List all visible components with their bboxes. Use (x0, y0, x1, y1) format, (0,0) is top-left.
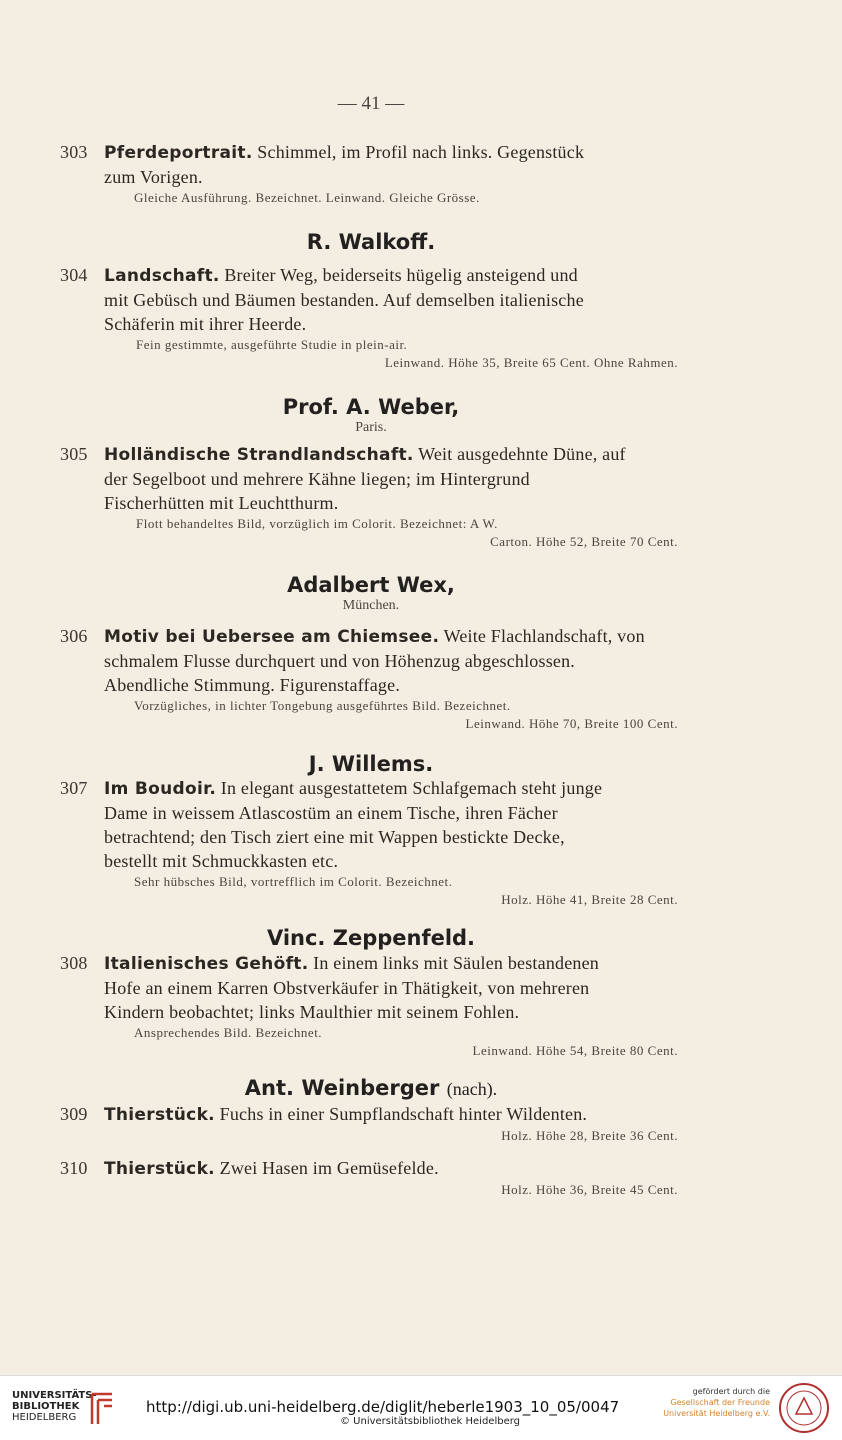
sponsor-note: gefördert durch die Gesellschaft der Freunde Universität Heidelberg e.V. (663, 1387, 770, 1418)
entry-text: betrachtend; den Tisch ziert eine mit Wappen bestickte Decke, (104, 827, 565, 847)
entry-note: Fein gestimmte, ausgeführte Studie in plein-air. (136, 337, 408, 352)
page-number: — 41 — (337, 93, 405, 114)
entry-title: Holländische Strandlandschaft. (104, 445, 414, 465)
entry-number: 307 (60, 778, 88, 798)
entry-text: Zwei Hasen im Gemüsefelde. (219, 1158, 439, 1178)
entry-title: Pferdeportrait. (104, 143, 253, 163)
entry-text: schmalem Flusse durchquert und von Höhenzug abgeschlossen. (104, 651, 576, 671)
entry-text: Kindern beobachtet; links Maulthier mit seinem Fohlen. (104, 1002, 520, 1022)
entry-note: Leinwand. Höhe 35, Breite 65 Cent. Ohne Rahmen. (384, 355, 678, 370)
entry-text: In elegant ausgestattetem Schlafgemach steht junge (220, 778, 603, 798)
artist-name: Ant. Weinberger (244, 1076, 440, 1100)
entry-text: bestellt mit Schmuckkasten etc. (104, 851, 339, 871)
entry-title: Motiv bei Uebersee am Chiemsee. (104, 627, 440, 647)
entry-text: In einem links mit Säulen bestandenen (313, 953, 599, 973)
entry-note: Holz. Höhe 41, Breite 28 Cent. (501, 892, 678, 907)
entry-text: mit Gebüsch und Bäumen bestanden. Auf demselben italienische (104, 290, 584, 310)
artist-heading: Prof. A. Weber, (282, 395, 460, 419)
entry-number: 308 (60, 953, 88, 973)
permalink-url[interactable]: http://digi.ub.uni-heidelberg.de/diglit/heberle1903_10_05/0047 (146, 1398, 620, 1416)
entry-310 (60, 1156, 680, 1199)
artist-heading: R. Walkoff. (306, 230, 436, 254)
artist-heading (0, 1076, 742, 1100)
entry-title: Landschaft. (104, 266, 220, 286)
library-logo-icon (88, 1388, 116, 1428)
artist-suffix: (nach). (446, 1079, 498, 1099)
entry-note: Leinwand. Höhe 54, Breite 80 Cent. (472, 1043, 678, 1058)
artist-city: München. (342, 598, 400, 613)
entry-text: Fischerhütten mit Leuchtthurm. (104, 493, 339, 513)
entry-number: 309 (60, 1104, 88, 1124)
entry-text: Abendliche Stimmung. Figurenstaffage. (104, 675, 401, 695)
entry-title: Thierstück. (104, 1105, 215, 1125)
entry-303 (60, 140, 680, 207)
entry-note: Vorzügliches, in lichter Tongebung ausgeführtes Bild. Bezeichnet. (134, 698, 511, 713)
entry-text: Dame in weissem Atlascostüm an einem Tische, ihren Fächer (104, 803, 558, 823)
entry-title: Im Boudoir. (104, 779, 217, 799)
copyright: © Universitätsbibliothek Heidelberg (340, 1416, 521, 1427)
entry-title: Thierstück. (104, 1159, 215, 1179)
entry-note: Flott behandeltes Bild, vorzüglich im Colorit. Bezeichnet: A W. (136, 516, 498, 531)
entry-text: Schäferin mit ihrer Heerde. (104, 314, 307, 334)
entry-text: zum Vorigen. (104, 167, 203, 187)
entry-304 (60, 263, 680, 372)
entry-number: 303 (60, 142, 88, 162)
entry-307 (60, 776, 680, 909)
entry-309 (60, 1102, 680, 1145)
footer-bar (0, 1375, 842, 1440)
entry-text: Fuchs in einer Sumpflandschaft hinter Wildenten. (219, 1104, 588, 1124)
entry-note: Sehr hübsches Bild, vortrefflich im Colorit. Bezeichnet. (134, 874, 453, 889)
entry-note: Holz. Höhe 36, Breite 45 Cent. (501, 1182, 678, 1197)
library-name: UNIVERSITÄTS- BIBLIOTHEK HEIDELBERG (12, 1390, 97, 1423)
university-seal-icon (778, 1382, 830, 1434)
entry-305 (60, 442, 680, 551)
artist-heading: J. Willems. (308, 752, 434, 776)
entry-title: Italienisches Gehöft. (104, 954, 309, 974)
entry-text: Schimmel, im Profil nach links. Gegenstück (257, 142, 585, 162)
artist-heading: Adalbert Wex, (287, 573, 455, 597)
entry-note: Gleiche Ausführung. Bezeichnet. Leinwand. Gleiche Grösse. (134, 190, 480, 205)
artist-heading: Vinc. Zeppenfeld. (266, 926, 476, 950)
entry-306 (60, 624, 680, 733)
entry-number: 306 (60, 626, 88, 646)
entry-text: Weit ausgedehnte Düne, auf (418, 444, 626, 464)
entry-text: der Segelboot und mehrere Kähne liegen; im Hintergrund (104, 469, 530, 489)
entry-number: 304 (60, 265, 88, 285)
entry-note: Ansprechendes Bild. Bezeichnet. (134, 1025, 323, 1040)
entry-text: Weite Flachlandschaft, von (443, 626, 645, 646)
entry-note: Holz. Höhe 28, Breite 36 Cent. (501, 1128, 678, 1143)
entry-note: Leinwand. Höhe 70, Breite 100 Cent. (465, 716, 678, 731)
entry-text: Hofe an einem Karren Obstverkäufer in Thätigkeit, von mehreren (104, 978, 590, 998)
artist-city: Paris. (355, 420, 387, 435)
entry-text: Breiter Weg, beiderseits hügelig ansteigend und (224, 265, 578, 285)
entry-number: 305 (60, 444, 88, 464)
entry-308 (60, 951, 680, 1060)
entry-number: 310 (60, 1158, 88, 1178)
entry-note: Carton. Höhe 52, Breite 70 Cent. (490, 534, 678, 549)
